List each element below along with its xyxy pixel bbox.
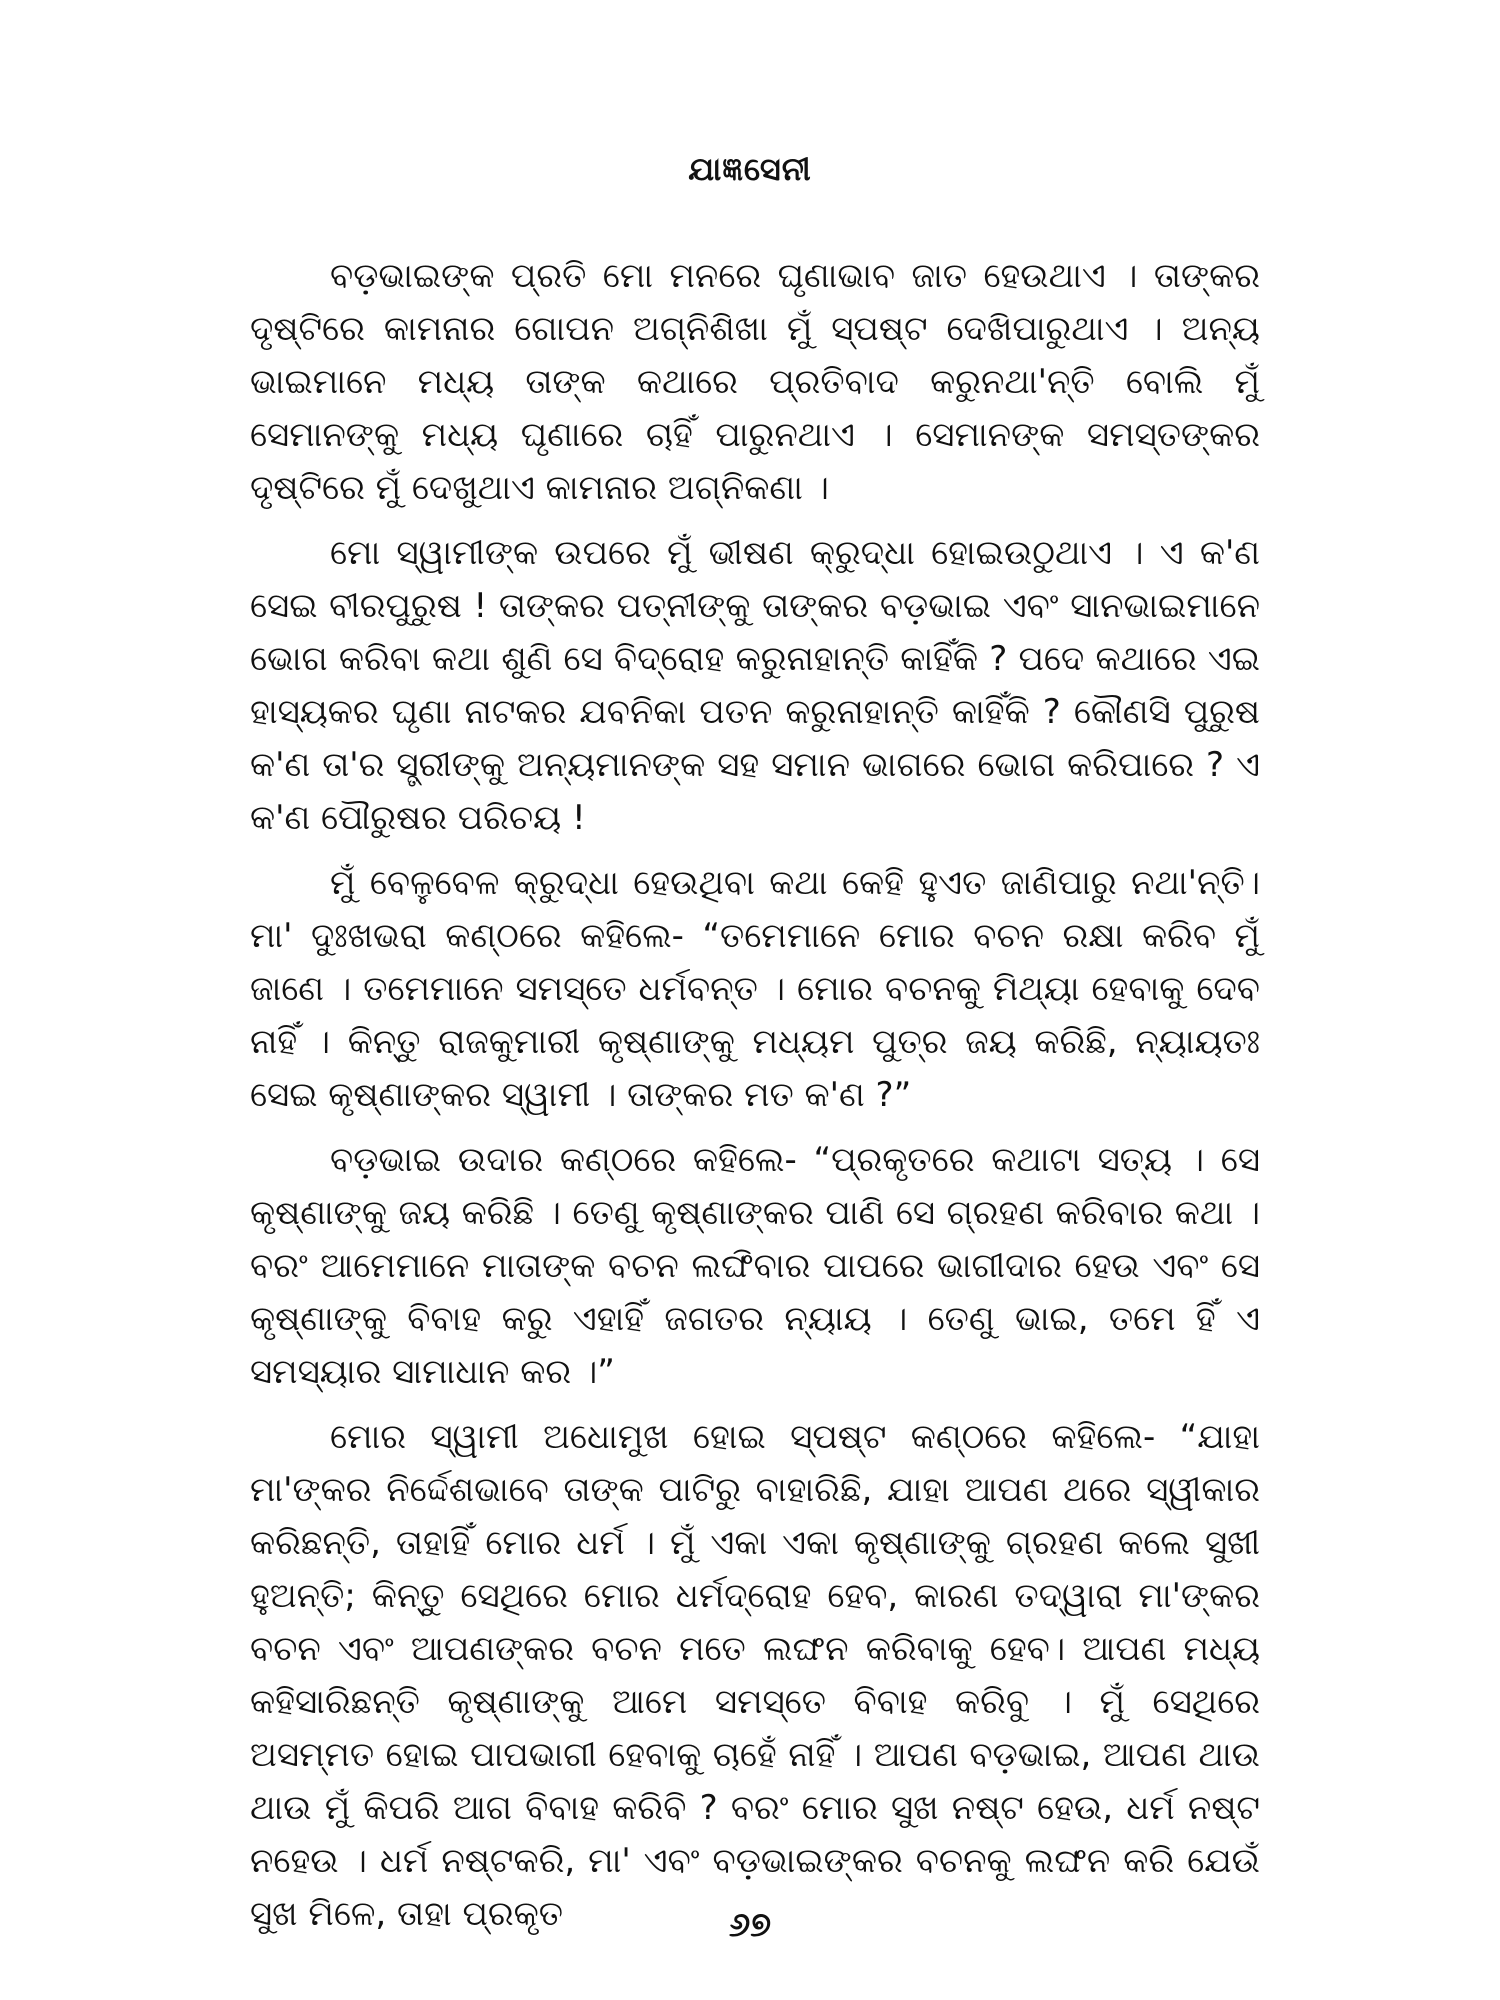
running-head: ଯାଜ୍ଞସେନୀ	[688, 150, 812, 188]
body-text	[250, 250, 1260, 1953]
paragraph-3: ମୁଁ ବେଳୁବେଳ କ୍ରୁଦ୍ଧା ହେଉଥିବା କଥା କେହି ହୁଏତ ଜାଣିପାରୁ ନଥା'ନ୍ତି। ମା' ଦୁଃଖଭରା କଣ୍ଠରେ କହିଲେ- “ତମେମାନେ ମୋର ବଚନ ରକ୍ଷା କରିବ ମୁଁ ଜାଣେ । ତମେମାନେ ସମସ୍ତେ ଧର୍ମବନ୍ତ । ମୋର ବଚନକୁ ମିଥ୍ୟା ହେବାକୁ ଦେବ ନାହିଁ । କିନ୍ତୁ ରାଜକୁମାରୀ କୃଷ୍ଣାଙ୍କୁ ମଧ୍ୟମ ପୁତ୍ର ଜୟ କରିଛି, ନ୍ୟାୟତଃ ସେଇ କୃଷ୍ଣାଙ୍କର ସ୍ୱାମୀ । ତାଙ୍କର ମତ କ'ଣ ?”	[250, 863, 1260, 1115]
paragraph-1: ବଡ଼ଭାଇଙ୍କ ପ୍ରତି ମୋ ମନରେ ଘୃଣାଭାବ ଜାତ ହେଉଥାଏ । ତାଙ୍କର ଦୃଷ୍ଟିରେ କାମନାର ଗୋପନ ଅଗ୍ନିଶିଖା ମୁଁ ସ୍ପଷ୍ଟ ଦେଖିପାରୁଥାଏ । ଅନ୍ୟ ଭାଇମାନେ ମଧ୍ୟ ତାଙ୍କ କଥାରେ ପ୍ରତିବାଦ କରୁନଥା'ନ୍ତି ବୋଲି ମୁଁ ସେମାନଙ୍କୁ ମଧ୍ୟ ଘୃଣାରେ ଚାହିଁ ପାରୁନଥାଏ । ସେମାନଙ୍କ ସମସ୍ତଙ୍କର ଦୃଷ୍ଟିରେ ମୁଁ ଦେଖୁଥାଏ କାମନାର ଅଗ୍ନିକଣା ।	[250, 256, 1260, 508]
paragraph-5: ମୋର ସ୍ୱାମୀ ଅଧୋମୁଖ ହୋଇ ସ୍ପଷ୍ଟ କଣ୍ଠରେ କହିଲେ- “ଯାହା ମା'ଙ୍କର ନିର୍ଦ୍ଦେଶଭାବେ ତାଙ୍କ ପାଟିରୁ ବାହାରିଛି, ଯାହା ଆପଣ ଥରେ ସ୍ୱୀକାର କରିଛନ୍ତି, ତାହାହିଁ ମୋର ଧର୍ମ । ମୁଁ ଏକା ଏକା କୃଷ୍ଣାଙ୍କୁ ଗ୍ରହଣ କଲେ ସୁଖୀ ହୁଅନ୍ତି; କିନ୍ତୁ ସେଥିରେ ମୋର ଧର୍ମଦ୍ରୋହ ହେବ, କାରଣ ତଦ୍ୱାରା ମା'ଙ୍କର ବଚନ ଏବଂ ଆପଣଙ୍କର ବଚନ ମତେ ଲଙ୍ଘନ କରିବାକୁ ହେବ। ଆପଣ ମଧ୍ୟ କହିସାରିଛନ୍ତି କୃଷ୍ଣାଙ୍କୁ ଆମେ ସମସ୍ତେ ବିବାହ କରିବୁ । ମୁଁ ସେଥିରେ ଅସମ୍ମତ ହୋଇ ପାପଭାଗୀ ହେବାକୁ ଚାହେଁ ନାହିଁ । ଆପଣ ବଡ଼ଭାଇ, ଆପଣ ଥାଉ ଥାଉ ମୁଁ କିପରି ଆଗ ବିବାହ କରିବି ? ବରଂ ମୋର ସୁଖ ନଷ୍ଟ ହେଉ, ଧର୍ମ ନଷ୍ଟ ନହେଉ । ଧର୍ମ ନଷ୍ଟକରି, ମା' ଏବଂ ବଡ଼ଭାଇଙ୍କର ବଚନକୁ ଲଙ୍ଘନ କରି ଯେଉଁ ସୁଖ ମିଳେ, ତାହା ପ୍ରକୃତ	[250, 1417, 1260, 1934]
paragraph-4: ବଡ଼ଭାଇ ଉଦାର କଣ୍ଠରେ କହିଲେ- “ପ୍ରକୃତରେ କଥାଟା ସତ୍ୟ । ସେ କୃଷ୍ଣାଙ୍କୁ ଜୟ କରିଛି । ତେଣୁ କୃଷ୍ଣାଙ୍କର ପାଣି ସେ ଗ୍ରହଣ କରିବାର କଥା । ବରଂ ଆମେମାନେ ମାତାଙ୍କ ବଚନ ଲଙ୍ଘିବାର ପାପରେ ଭାଗୀଦାର ହେଉ ଏବଂ ସେ କୃଷ୍ଣାଙ୍କୁ ବିବାହ କରୁ ଏହାହିଁ ଜଗତର ନ୍ୟାୟ । ତେଣୁ ଭାଇ, ତମେ ହିଁ ଏ ସମସ୍ୟାର ସାମାଧାନ କର ।”	[250, 1140, 1260, 1392]
paragraph-2: ମୋ ସ୍ୱାମୀଙ୍କ ଉପରେ ମୁଁ ଭୀଷଣ କ୍ରୁଦ୍ଧା ହୋଇଉଠୁଥାଏ । ଏ କ'ଣ ସେଇ ବୀରପୁରୁଷ ! ତାଙ୍କର ପତ୍ନୀଙ୍କୁ ତାଙ୍କର ବଡ଼ଭାଇ ଏବଂ ସାନଭାଇମାନେ ଭୋଗ କରିବା କଥା ଶୁଣି ସେ ବିଦ୍ରୋହ କରୁନାହାନ୍ତି କାହିଁକି ? ପଦେ କଥାରେ ଏଇ ହାସ୍ୟକର ଘୃଣା ନାଟକର ଯବନିକା ପତନ କରୁନାହାନ୍ତି କାହିଁକି ? କୌଣସି ପୁରୁଷ କ'ଣ ତା'ର ସ୍ତ୍ରୀଙ୍କୁ ଅନ୍ୟମାନଙ୍କ ସହ ସମାନ ଭାଗରେ ଭୋଗ କରିପାରେ ? ଏ କ'ଣ ପୌରୁଷର ପରିଚୟ !	[250, 533, 1260, 838]
page-number: ୬୭	[728, 1905, 772, 1945]
